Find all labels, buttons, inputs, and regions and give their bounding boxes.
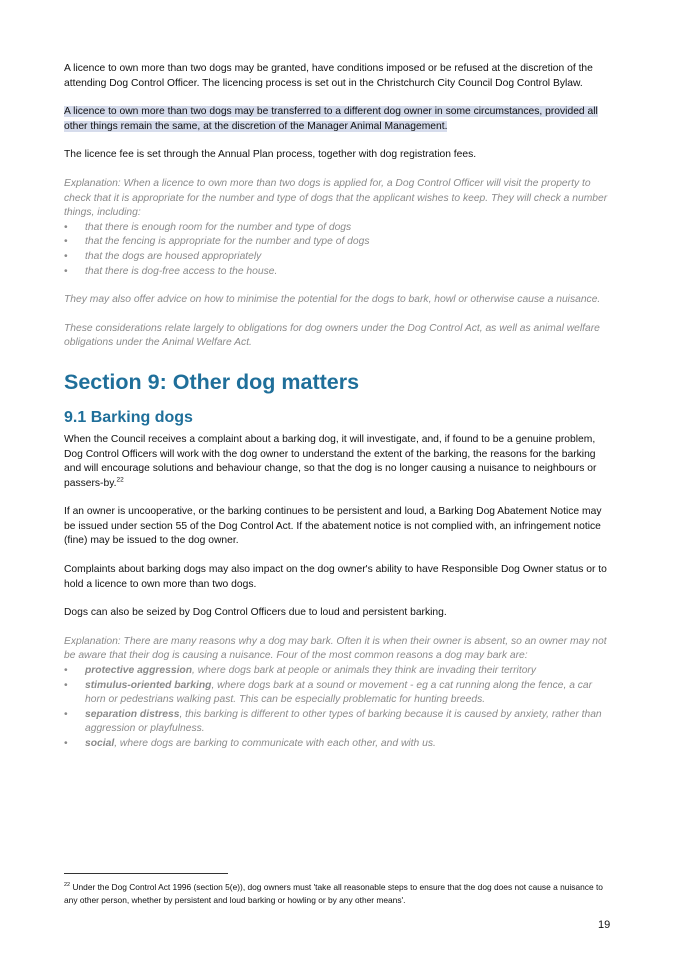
page-body [64,62,614,752]
list-item: • stimulus-oriented barking, where dogs bark at a sound or movement - eg a cat running along the fence, a car horn or pedestrians walking past. This can be especially problematic for hunting breeds. [64,679,593,706]
explanation-lead: Explanation: There are many reasons why a dog may bark. Often it is when their owner is absent, so an owner may not be aware that their dog is causing a nuisance. Four of the most common reasons a dog may bark are: [64,635,607,662]
footnote-reference[interactable]: 22 [116,476,124,484]
bullet-icon: • [64,265,68,277]
list-item: • that the fencing is appropriate for the number and type of dogs [64,235,614,250]
bullet-icon: • [64,738,68,749]
explanation-obligations: These considerations relate largely to obligations for dog owners under the Dog Control Act, as well as animal welfare obligations under the Animal Welfare Act. [64,322,600,349]
page-number: 19 [598,919,611,931]
explanation-advice: They may also offer advice on how to minimise the potential for the dogs to bark, howl or otherwise cause a nuisance. [64,294,601,306]
bullet-icon: • [64,250,68,262]
bullet-icon: • [64,236,68,248]
seizure-paragraph: Dogs can also be seized by Dog Control Officers due to loud and persistent barking. [64,607,447,619]
footnote-divider [64,873,228,874]
list-item: • separation distress, this barking is different to other types of barking because it is caused by anxiety, rather than aggression or playfulness. [64,708,602,735]
list-item: • protective aggression, where dogs bark at people or animals they think are invading their territory [64,664,614,679]
list-item: • social, where dogs are barking to communicate with each other, and with us. [64,737,614,752]
owner-status-paragraph: Complaints about barking dogs may also impact on the dog owner's ability to have Responsible Dog Owner status or to hold a licence to own more than two dogs. [64,564,607,590]
licence-fee-paragraph: The licence fee is set through the Annual Plan process, together with dog registration fees. [64,149,477,161]
list-item: • that there is enough room for the number and type of dogs [64,221,614,236]
bullet-icon: • [64,679,68,691]
subsection-heading: 9.1 Barking dogs [64,408,193,426]
barking-complaint-paragraph: When the Council receives a complaint about a barking dog, it will investigate, and, if found to be a genuine problem, Dog Control Officers will work with the dog owner to understand the extent of the barking, the reasons for the barking and will encourage solutions and behaviour change, so that the dog is no longer causing a nuisance to neighbours or passers-by.$^{22}$ [64,433,597,489]
licence-granting-paragraph: A licence to own more than two dogs may be granted, have conditions imposed or be refused at the discretion of the attending Dog Control Officer. The licencing process is set out in the Christchurch City Council Dog Control Bylaw. [64,63,593,89]
licence-check-list [64,221,614,279]
list-item: • that there is dog-free access to the house. [64,265,614,280]
licence-explanation [64,177,614,351]
reason-term: protective aggression [85,665,193,677]
licence-transfer-paragraph [64,105,614,134]
footnote: $^{22}$ Under the Dog Control Act 1996 (section 5(e)), dog owners must 'take all reasonable steps to ensure that the dog does not cause a nuisance to any other person, whether by persistent and loud barking or howling or by any other means'. [64,882,603,905]
list-item: • that the dogs are housed appropriately [64,250,614,265]
reason-term: stimulus-oriented barking [85,679,212,691]
bullet-icon: • [64,665,68,677]
bullet-icon: • [64,708,68,720]
barking-explanation [64,635,614,752]
barking-reasons-list [64,664,614,752]
reason-term: separation distress [85,708,180,720]
explanation-lead: Explanation: When a licence to own more than two dogs is applied for, a Dog Control Officer will visit the property to check that it is appropriate for the number and type of dogs that the applicant wishes to keep. They will check a number things, including: [64,177,608,219]
section-heading: Section 9: Other dog matters [64,369,360,394]
footnote-number: 22 [64,882,71,889]
bullet-icon: • [64,221,68,233]
abatement-notice-paragraph: If an owner is uncooperative, or the barking continues to be persistent and loud, a Barking Dog Abatement Notice may be issued under section 55 of the Dog Control Act. If the abatement notice is not complied with, an infringement notice (fine) may be issued to the dog owner. [64,506,602,547]
reason-term: social [85,738,115,749]
highlighted-text: A licence to own more than two dogs may be transferred to a different dog owner in some circumstances, provided all other things remain the same, at the discretion of the Manager Animal Management. [64,106,598,132]
